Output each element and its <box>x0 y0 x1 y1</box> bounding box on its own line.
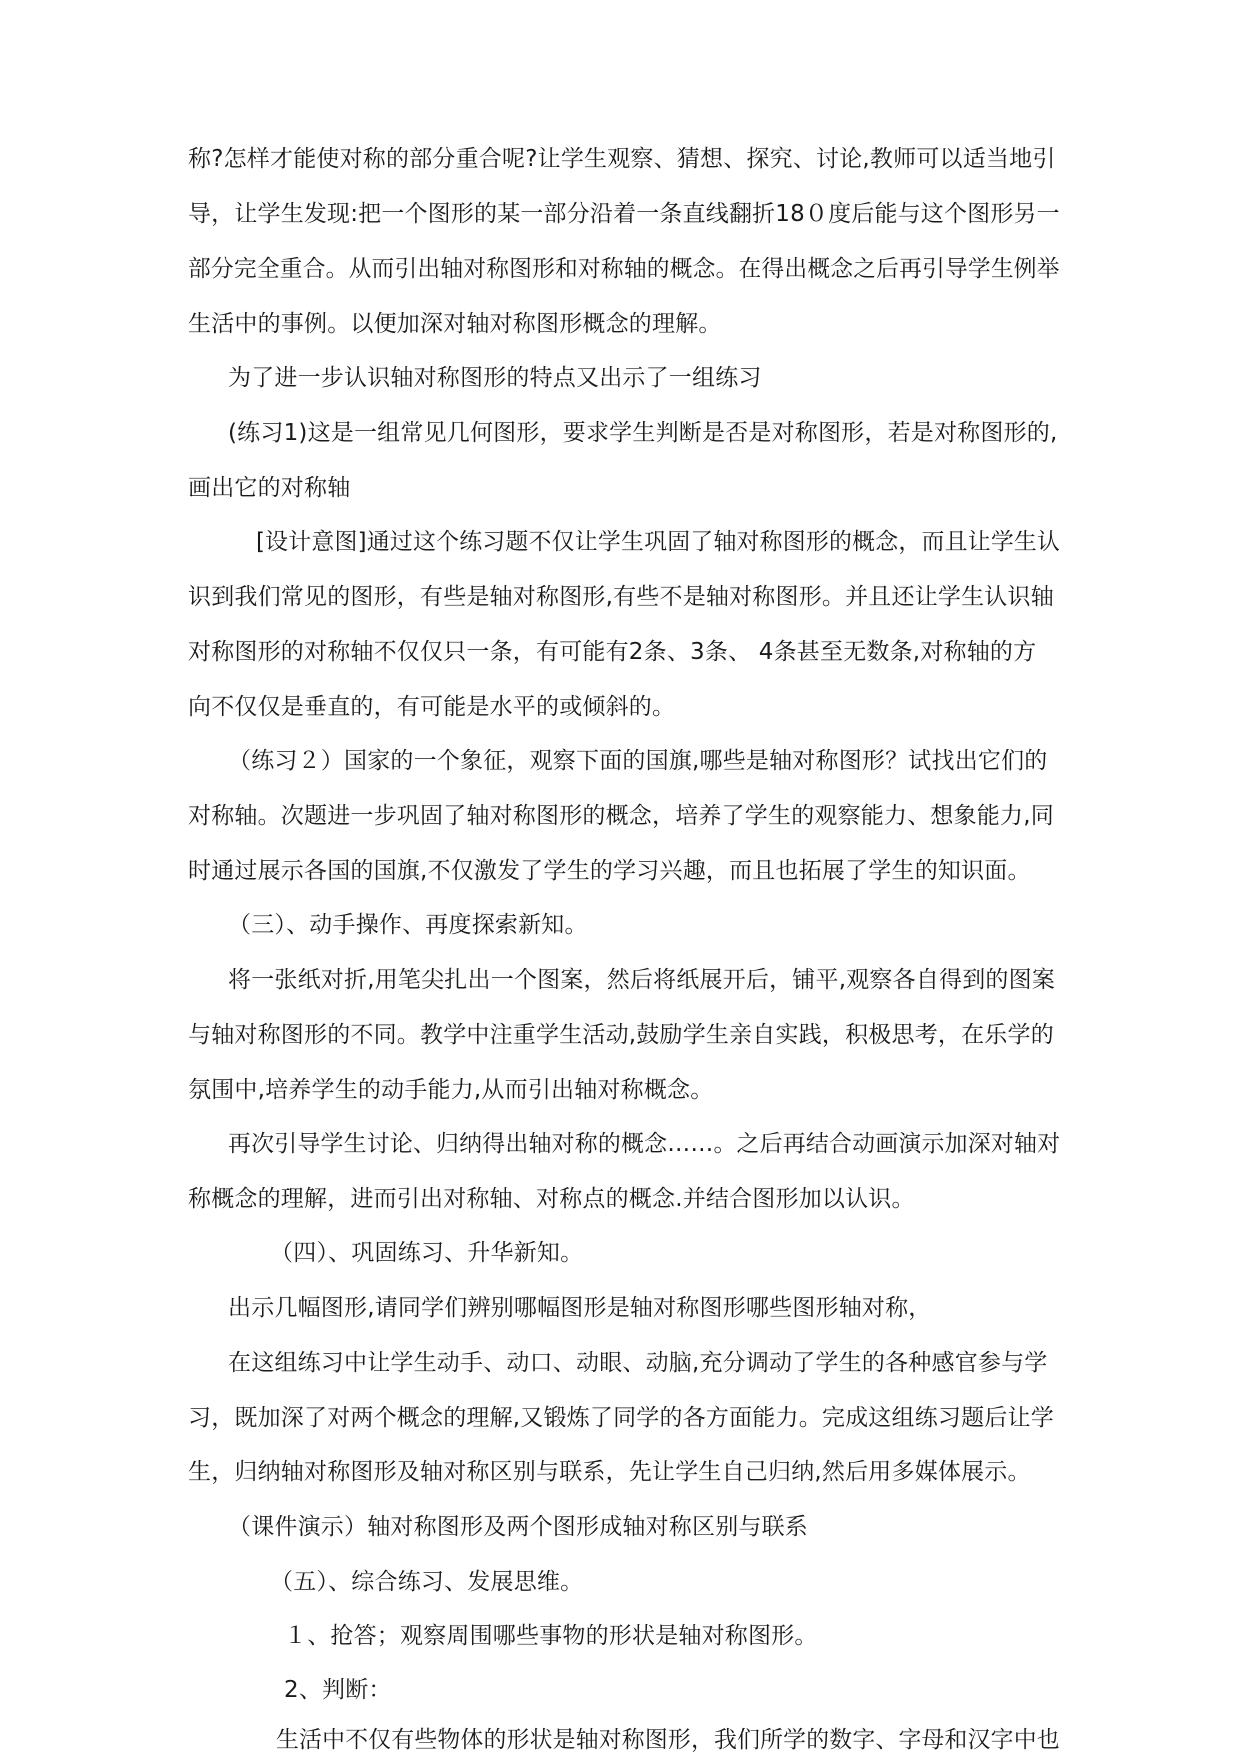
text-line: 在这组练习中让学生动手、动口、动眼、动脑,充分调动了学生的各种感官参与学 <box>228 1350 1048 1376</box>
text-line: 导，让学生发现:把一个图形的某一部分沿着一条直线翻折18０度后能与这个图形另一 <box>188 201 1060 227</box>
text-line: 识到我们常见的图形，有些是轴对称图形,有些不是轴对称图形。并且还让学生认识轴 <box>188 584 1054 610</box>
text-line: 称概念的理解，进而引出对称轴、对称点的概念.并结合图形加以认识。 <box>188 1186 915 1212</box>
text-line: （三）、动手操作、再度探索新知。 <box>228 912 588 938</box>
text-line: 与轴对称图形的不同。教学中注重学生活动,鼓励学生亲自实践，积极思考，在乐学的 <box>188 1022 1054 1048</box>
text-line: （四）、巩固练习、升华新知。 <box>270 1240 584 1266</box>
text-line: 生活中不仅有些物体的形状是轴对称图形，我们所学的数字、字母和汉字中也 <box>276 1727 1060 1753</box>
text-line: 部分完全重合。从而引出轴对称图形和对称轴的概念。在得出概念之后再引导学生例举 <box>188 256 1060 282</box>
text-line: 将一张纸对折,用笔尖扎出一个图案，然后将纸展开后，铺平,观察各自得到的图案 <box>228 967 1056 993</box>
text-line: [设计意图]通过这个练习题不仅让学生巩固了轴对称图形的概念，而且让学生认 <box>256 529 1061 555</box>
text-line: (练习1)这是一组常见几何图形，要求学生判断是否是对称图形，若是对称图形的, <box>228 420 1058 446</box>
text-line: 对称轴。次题进一步巩固了轴对称图形的概念，培养了学生的观察能力、想象能力,同 <box>188 803 1054 829</box>
text-line: 为了进一步认识轴对称图形的特点又出示了一组练习 <box>228 365 762 391</box>
text-line: 向不仅仅是垂直的，有可能是水平的或倾斜的。 <box>188 694 676 720</box>
text-line: （练习２）国家的一个象征，观察下面的国旗,哪些是轴对称图形？试找出它们的 <box>228 748 1048 774</box>
text-line: 生活中的事例。以便加深对轴对称图形概念的理解。 <box>188 311 722 337</box>
text-line: 称?怎样才能使对称的部分重合呢?让学生观察、猜想、探究、讨论,教师可以适当地引 <box>188 146 1056 172</box>
text-line: 生，归纳轴对称图形及轴对称区别与联系，先让学生自己归纳,然后用多媒体展示。 <box>188 1459 1031 1485</box>
text-line: 时通过展示各国的国旗,不仅激发了学生的学习兴趣，而且也拓展了学生的知识面。 <box>188 858 1031 884</box>
text-line: 2、判断： <box>284 1677 392 1703</box>
text-line: １、抢答；观察周围哪些事物的形状是轴对称图形。 <box>284 1623 818 1649</box>
text-line: 出示几幅图形,请同学们辨别哪幅图形是轴对称图形哪些图形轴对称， <box>228 1295 932 1321</box>
text-line: 画出它的对称轴 <box>188 475 351 501</box>
text-line: （五）、综合练习、发展思维。 <box>270 1569 584 1595</box>
text-line: （课件演示）轴对称图形及两个图形成轴对称区别与联系 <box>228 1514 808 1540</box>
text-line: 对称图形的对称轴不仅仅只一条，有可能有2条、3条、 4条甚至无数条,对称轴的方 <box>188 639 1037 665</box>
text-line: 习，既加深了对两个概念的理解,又锻炼了同学的各方面能力。完成这组练习题后让学 <box>188 1405 1054 1431</box>
text-line: 氛围中,培养学生的动手能力,从而引出轴对称概念。 <box>188 1077 714 1103</box>
text-line: 再次引导学生讨论、归纳得出轴对称的概念……。之后再结合动画演示加深对轴对 <box>228 1131 1061 1157</box>
